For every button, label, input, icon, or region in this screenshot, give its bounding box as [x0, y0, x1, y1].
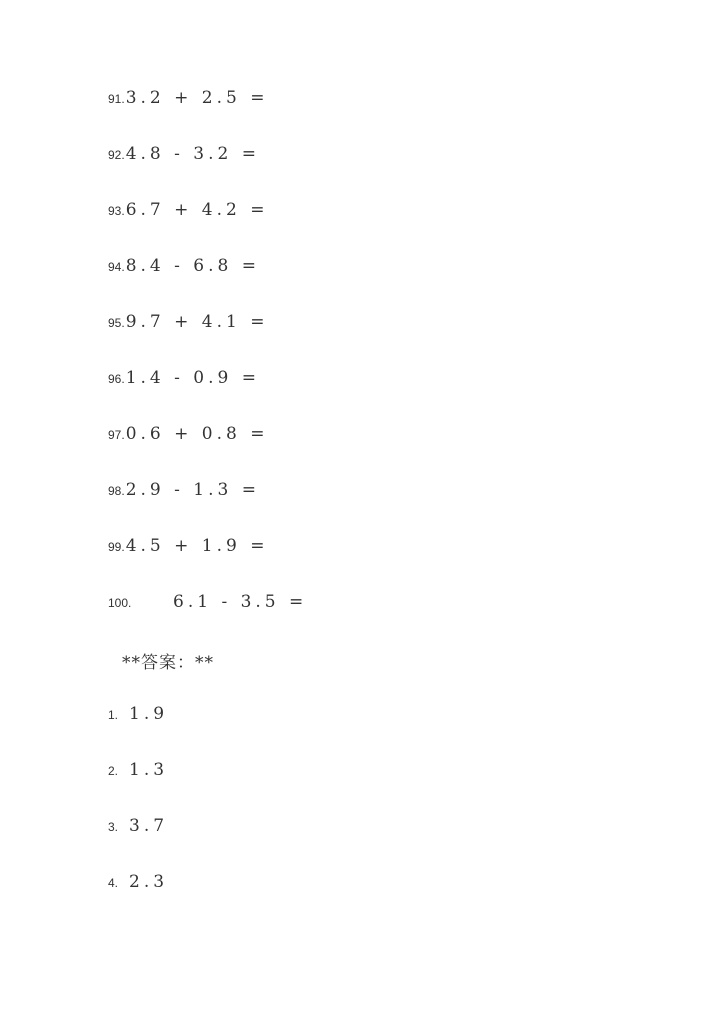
answer-row [108, 872, 168, 896]
answer-value: 1.9 [129, 704, 169, 724]
problem-number: 99. [108, 540, 125, 554]
problem-expression: 1.4 - 0.9 = [125, 368, 260, 388]
problem-row [108, 424, 268, 448]
problem-row [108, 368, 260, 392]
problem-row [108, 536, 268, 560]
answer-number: 4. [108, 876, 119, 890]
problem-expression: 8.4 - 6.8 = [125, 256, 260, 276]
problem-row [108, 480, 260, 504]
answer-value: 2.3 [129, 872, 169, 892]
answer-row [108, 760, 168, 784]
problem-expression: 2.9 - 1.3 = [125, 480, 260, 500]
answers-heading: **答案：** [122, 653, 214, 673]
problem-number: 93. [108, 204, 125, 218]
problem-row [108, 200, 268, 224]
problem-expression: 3.2 + 2.5 = [125, 88, 269, 108]
problem-number: 95. [108, 316, 125, 330]
problem-number: 92. [108, 148, 125, 162]
answer-number: 1. [108, 708, 119, 722]
problem-number: 98. [108, 484, 125, 498]
problem-row [108, 592, 307, 616]
answer-row [108, 816, 168, 840]
problem-row [108, 312, 268, 336]
answer-number: 2. [108, 764, 119, 778]
answer-value: 1.3 [129, 760, 169, 780]
problem-row [108, 88, 268, 112]
problem-number: 96. [108, 372, 125, 386]
problem-number: 91. [108, 92, 125, 106]
answer-value: 3.7 [129, 816, 169, 836]
problem-expression: 6.7 + 4.2 = [125, 200, 269, 220]
problem-expression: 4.8 - 3.2 = [125, 144, 260, 164]
problem-expression: 4.5 + 1.9 = [125, 536, 269, 556]
problem-number: 97. [108, 428, 125, 442]
problem-expression: 0.6 + 0.8 = [125, 424, 269, 444]
problem-row [108, 144, 260, 168]
problem-number: 94. [108, 260, 125, 274]
answer-number: 3. [108, 820, 119, 834]
answer-row [108, 704, 168, 728]
problem-number: 100. [108, 596, 132, 610]
problem-expression: 6.1 - 3.5 = [173, 592, 308, 612]
problem-row [108, 256, 260, 280]
problem-expression: 9.7 + 4.1 = [125, 312, 269, 332]
